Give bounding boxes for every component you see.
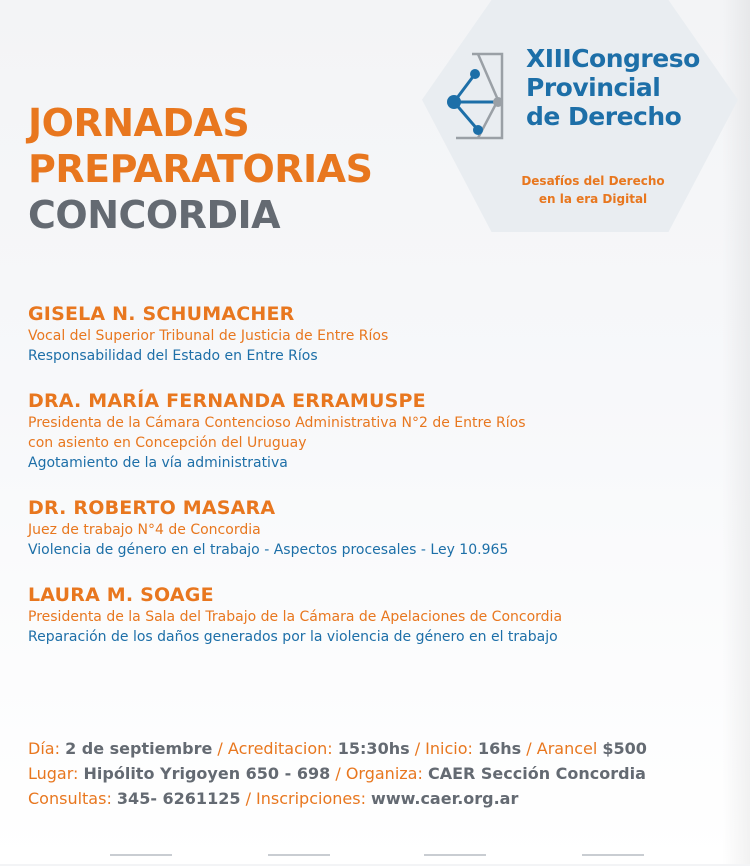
tagline-line-1: Desafíos del Derecho (521, 174, 665, 188)
venue-value: Hipólito Yrigoyen 650 - 698 (83, 764, 331, 783)
date-label: Día: (28, 739, 60, 758)
logo-word-congreso: Congreso (571, 44, 700, 73)
logo-roman-numeral: XIII (526, 44, 572, 73)
logo-wordmark (526, 44, 700, 131)
speaker-name: DRA. MARÍA FERNANDA ERRAMUSPE (28, 390, 426, 412)
start-label: / Inicio: (414, 739, 473, 758)
start-value: 16hs (478, 739, 522, 758)
speaker-item (28, 389, 728, 474)
info-line-schedule (28, 736, 728, 761)
info-line-contact (28, 786, 728, 811)
speaker-role: Juez de trabajo N°4 de Concordia (28, 522, 261, 538)
speaker-item (28, 496, 728, 561)
speaker-role: Presidenta de la Sala del Trabajo de la Cámara de Apelaciones de Concordia (28, 609, 563, 625)
speaker-name: DR. ROBERTO MASARA (28, 497, 276, 519)
tagline-line-2: en la era Digital (538, 192, 648, 206)
info-line-venue (28, 761, 728, 786)
title-line-city: CONCORDIA (28, 193, 281, 237)
speaker-name: GISELA N. SCHUMACHER (28, 303, 295, 325)
date-value: 2 de septiembre (65, 739, 213, 758)
speakers-list (28, 302, 728, 664)
speaker-name: LAURA M. SOAGE (28, 584, 214, 606)
page-title (28, 100, 372, 238)
speaker-role: Presidenta de la Cámara Contencioso Administrativa N°2 de Entre Ríos (28, 415, 526, 431)
organizer-value: CAER Sección Concordia (427, 764, 646, 783)
speaker-topic: Violencia de género en el trabajo - Aspectos procesales - Ley 10.965 (28, 542, 509, 558)
fee-label: / Arancel (526, 739, 598, 758)
accreditation-label: / Acreditacion: (217, 739, 333, 758)
logo-line-provincial: Provincial (526, 73, 661, 102)
accreditation-value: 15:30hs (337, 739, 410, 758)
speaker-item (28, 583, 728, 648)
registration-link[interactable]: www.caer.org.ar (371, 789, 519, 808)
speaker-topic: Reparación de los daños generados por la violencia de género en el trabajo (28, 629, 558, 645)
title-line-preparatorias: PREPARATORIAS (28, 147, 373, 191)
network-nodes-icon (442, 40, 522, 150)
venue-label: Lugar: (28, 764, 79, 783)
speaker-topic: Agotamiento de la vía administrativa (28, 455, 288, 471)
registration-label: / Inscripciones: (245, 789, 366, 808)
speaker-role-continued: con asiento en Concepción del Uruguay (28, 435, 307, 451)
phone-value: 345- 6261125 (116, 789, 241, 808)
speaker-topic: Responsabilidad del Estado en Entre Ríos (28, 348, 318, 364)
speaker-role: Vocal del Superior Tribunal de Justicia de Entre Ríos (28, 328, 389, 344)
event-info (28, 736, 728, 811)
fee-value: $500 (602, 739, 647, 758)
footer-logo-fragment (582, 854, 644, 866)
inquiries-label: Consultas: (28, 789, 112, 808)
footer-logo-fragment (268, 854, 330, 866)
organizer-label: / Organiza: (335, 764, 423, 783)
logo-line-derecho: de Derecho (526, 102, 682, 131)
footer-logo-fragment (424, 854, 486, 866)
footer-logo-fragment (110, 854, 172, 866)
logo-tagline (508, 172, 678, 208)
title-line-jornadas: JORNADAS (28, 101, 250, 145)
speaker-item (28, 302, 728, 367)
